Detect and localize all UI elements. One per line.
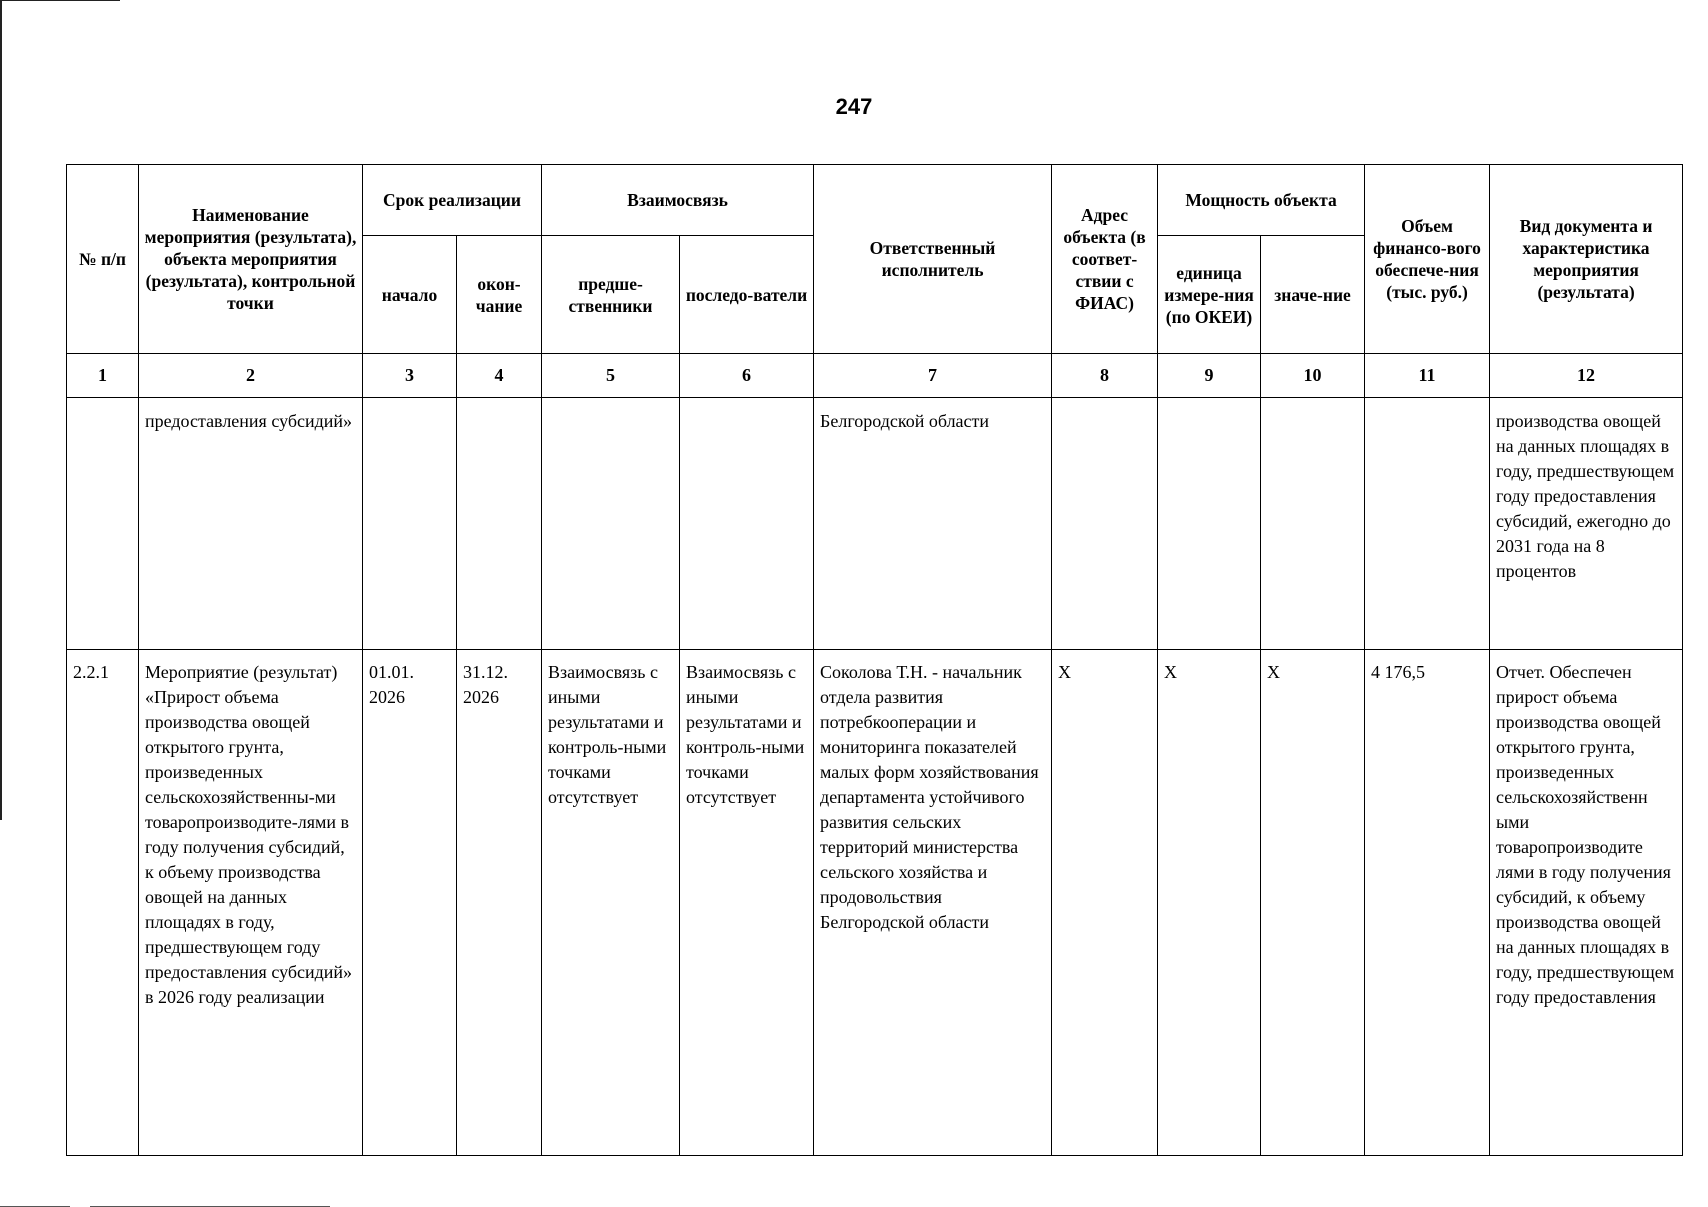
cell-start (363, 398, 457, 650)
header-predecessors: предше-ственники (542, 236, 680, 354)
cell-unit (1158, 398, 1261, 650)
cell-predecessors: Взаимосвязь с иными результатами и контроль-ными точками отсутствует (542, 650, 680, 1156)
cell-successors: Взаимосвязь с иными результатами и контроль-ными точками отсутствует (680, 650, 814, 1156)
cell-name: предоставления субсидий» (139, 398, 363, 650)
cell-document-type: производства овощей на данных площадях в году, предшествующем году предоставления субсидий, ежегодно до 2031 года на 8 процентов (1490, 398, 1683, 650)
table-row-2-2-1 (67, 650, 1683, 1156)
cell-name: Мероприятие (результат) «Прирост объема производства овощей открытого грунта, произведенных сельскохозяйственны-ми товаропроизводите-лями в году получения субсидий, к объему производства овощей на данных площадях в году, предшествующем году предоставления субсидий» в 2026 году реализации (139, 650, 363, 1156)
column-number: 6 (680, 354, 814, 398)
cell-unit: X (1158, 650, 1261, 1156)
cell-start: 01.01. 2026 (363, 650, 457, 1156)
cell-funding (1365, 398, 1490, 650)
header-row-top (67, 165, 1683, 236)
header-start: начало (363, 236, 457, 354)
cell-address: X (1052, 650, 1158, 1156)
column-number: 9 (1158, 354, 1261, 398)
cell-end (457, 398, 542, 650)
column-number: 2 (139, 354, 363, 398)
header-funding: Объем финансо-вого обеспече-ния (тыс. руб.) (1365, 165, 1490, 354)
header-unit: единица измере-ния (по ОКЕИ) (1158, 236, 1261, 354)
cell-funding: 4 176,5 (1365, 650, 1490, 1156)
column-number: 4 (457, 354, 542, 398)
header-end: окон-чание (457, 236, 542, 354)
column-number: 5 (542, 354, 680, 398)
header-responsible: Ответственный исполнитель (814, 165, 1052, 354)
cell-number: 2.2.1 (67, 650, 139, 1156)
header-address: Адрес объекта (в соответ-ствии с ФИАС) (1052, 165, 1158, 354)
cell-responsible: Соколова Т.Н. - начальник отдела развития потребкооперации и мониторинга показателей малых форм хозяйствования департамента устойчивого развития сельских территорий министерства сельского хозяйства и продовольствия Белгородской области (814, 650, 1052, 1156)
column-number-row (67, 354, 1683, 398)
header-capacity-group: Мощность объекта (1158, 165, 1365, 236)
page-number: 247 (835, 94, 873, 119)
header-value: значе-ние (1261, 236, 1365, 354)
column-number: 1 (67, 354, 139, 398)
column-number: 11 (1365, 354, 1490, 398)
column-number: 8 (1052, 354, 1158, 398)
header-number: № п/п (67, 165, 139, 354)
header-term-group: Срок реализации (363, 165, 542, 236)
column-number: 3 (363, 354, 457, 398)
cell-number (67, 398, 139, 650)
cell-end: 31.12. 2026 (457, 650, 542, 1156)
cell-responsible: Белгородской области (814, 398, 1052, 650)
column-number: 12 (1490, 354, 1683, 398)
table-row-continuation (67, 398, 1683, 650)
header-relation-group: Взаимосвязь (542, 165, 814, 236)
page-top-left-edge (0, 0, 120, 1)
cell-successors (680, 398, 814, 650)
header-successors: последо-ватели (680, 236, 814, 354)
header-name: Наименование мероприятия (результата), объекта мероприятия (результата), контрольной точки (139, 165, 363, 354)
cell-value (1261, 398, 1365, 650)
cell-address (1052, 398, 1158, 650)
column-number: 10 (1261, 354, 1365, 398)
implementation-plan-table (66, 164, 1683, 1156)
cell-document-type: Отчет. Обеспечен прирост объема производства овощей открытого грунта, произведенных сельскохозяйственн ыми товаропроизводите лями в году получения субсидий, к объему производства овощей на данных площадях в году, предшествующем году предоставления (1490, 650, 1683, 1156)
cell-value: X (1261, 650, 1365, 1156)
page-left-edge (0, 0, 2, 820)
column-number: 7 (814, 354, 1052, 398)
header-document-type: Вид документа и характеристика мероприятия (результата) (1490, 165, 1683, 354)
cell-predecessors (542, 398, 680, 650)
